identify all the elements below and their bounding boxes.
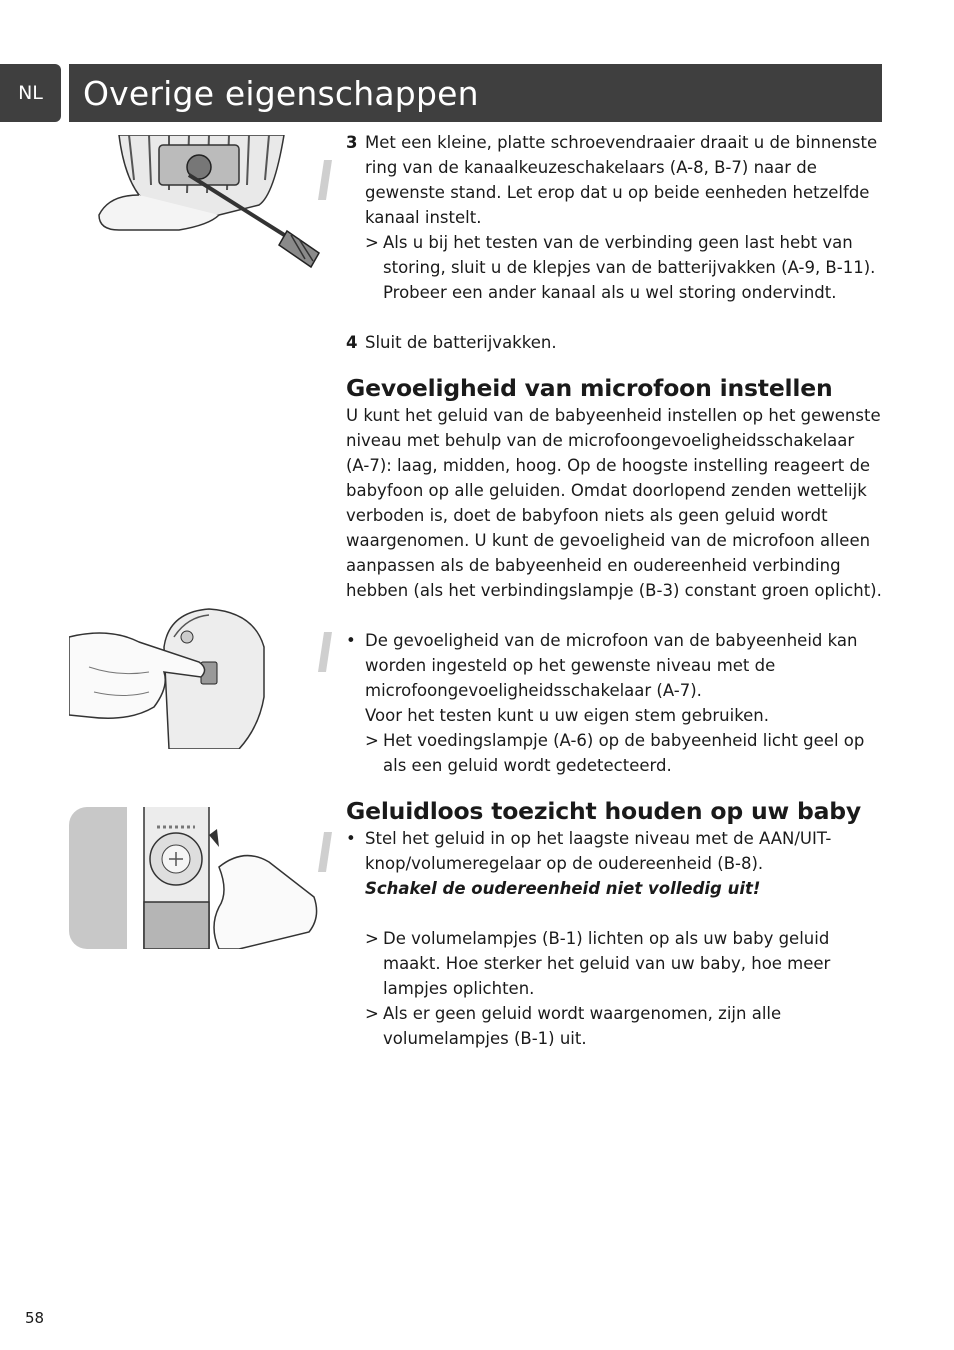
step-4: [346, 330, 882, 355]
section-heading-silent: Geluidloos toezicht houden op uw baby: [346, 797, 861, 825]
result-marker: >: [365, 929, 379, 948]
step-text: Met een kleine, platte schroevendraaier draait u de binnenste ring van de kanaalkeuzeschakelaars (A-8, B-7) naar de gewenste stand. Let erop dat u op beide eenheden hetzelfde kanaal instelt.: [365, 133, 878, 227]
illustration-parent-unit-volume: [69, 807, 321, 949]
illustration-screwdriver-channel: [69, 135, 321, 277]
slash-decoration: [318, 832, 332, 872]
illustration-baby-unit-switch: [69, 607, 321, 749]
bullet-text: De gevoeligheid van de microfoon van de babyeenheid kan worden ingesteld op het gewenste niveau met de microfoongevoeligheidsschakelaar (A-7).: [365, 631, 858, 700]
baby-unit-illustration: [69, 607, 321, 749]
title-bar: [69, 64, 882, 122]
step-number: 4: [346, 333, 358, 352]
result-text: Het voedingslampje (A-6) op de babyeenheid licht geel op als een geluid wordt gedetecteerd.: [383, 731, 865, 775]
result-text: De volumelampjes (B-1) lichten op als uw baby geluid maakt. Hoe sterker het geluid van uw baby, hoe meer lampjes oplichten.: [383, 929, 831, 998]
section-paragraph: U kunt het geluid van de babyeenheid instellen op het gewenste niveau met behulp van de microfoongevoeligheidsschakelaar (A-7): laag, midden, hoog. Op de hoogste instelling reageert de babyfoon op alle geluiden. Omdat doorlopend zenden wettelijk verboden is, doet de babyfoon niets als geen geluid wordt waargenomen. U kunt de gevoeligheid van de microfoon alleen aanpassen als de babyeenheid en oudereenheid verbinding hebben (als het verbindingslampje (B-3) constant groen oplicht).: [346, 406, 882, 600]
section-heading-microphone: Gevoeligheid van microfoon instellen: [346, 374, 833, 402]
result-text: Als er geen geluid wordt waargenomen, zijn alle volumelampjes (B-1) uit.: [383, 1004, 782, 1048]
parent-unit-illustration: [69, 807, 321, 949]
bullet-emphasis: Schakel de oudereenheid niet volledig uit!: [365, 879, 761, 898]
content-column: [346, 130, 882, 1051]
step-number: 3: [346, 133, 358, 152]
result-text: Als u bij het testen van de verbinding geen last hebt van storing, sluit u de klepjes van de batterijvakken (A-9, B-11). Probeer een ander kanaal als u wel storing ondervindt.: [383, 233, 876, 302]
bullet-item: [346, 628, 882, 728]
bullet-marker: •: [346, 829, 356, 848]
bullet-extra-text: Voor het testen kunt u uw eigen stem gebruiken.: [365, 706, 770, 725]
result-marker: >: [365, 731, 379, 750]
result-marker: >: [365, 1004, 379, 1023]
bullet-marker: •: [346, 631, 356, 650]
step-3-result: [365, 230, 882, 305]
bullet-result: [365, 1001, 882, 1051]
bullet-text: Stel het geluid in op het laagste niveau met de AAN/UIT-knop/volumeregelaar op de oudereenheid (B-8).: [365, 829, 832, 873]
bullet-result: [365, 926, 882, 1001]
bullet-item: [346, 826, 882, 901]
step-3: [346, 130, 882, 230]
page-number: 58: [25, 1309, 45, 1327]
step-text: Sluit de batterijvakken.: [365, 333, 557, 352]
language-label: NL: [18, 82, 43, 104]
page-title: Overige eigenschappen: [83, 73, 479, 113]
slash-decoration: [318, 632, 332, 672]
bullet-result: [365, 728, 882, 778]
language-tab: [0, 64, 61, 122]
result-marker: >: [365, 233, 379, 252]
screwdriver-illustration: [69, 135, 321, 277]
slash-decoration: [318, 160, 332, 200]
